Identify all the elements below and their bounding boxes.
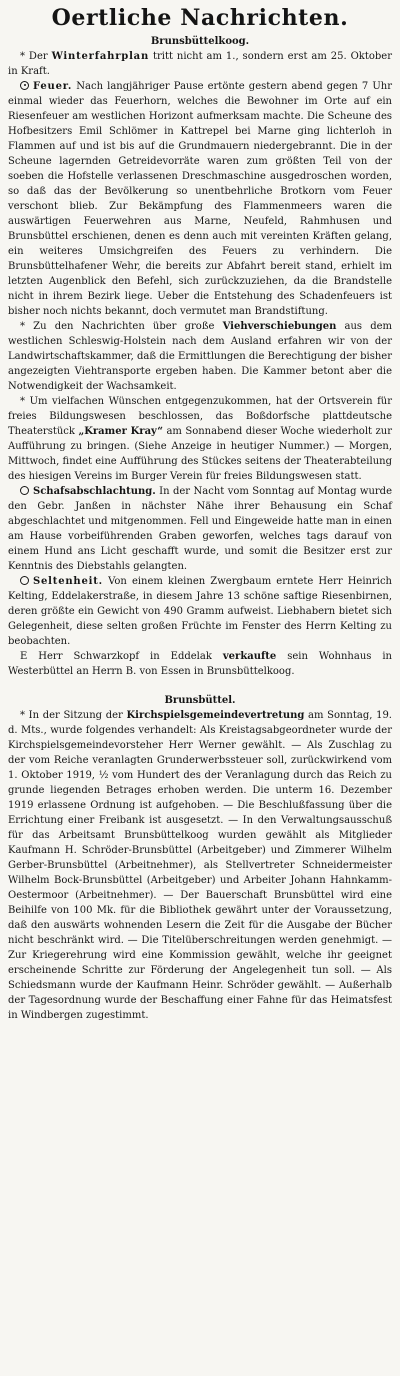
article-feuer <box>8 79 392 319</box>
article-text: Nach langjähriger Pause ertönte gestern abend gegen 7 Uhr einmal wieder das Feuerhorn, welches die Bewohner im Orte auf ein Riesenfeuer am westlichen Horizont aufmerksam machte. Die Scheune des Hofbesitzers Emil Schlömer in Kattrepel bei Marne ging lichterloh in Flammen auf und ist bis auf die Grundmauern niedergebrannt. Die in der Scheune lagernden Getreidevorräte waren zum größten Teil von der soeben die Hofstelle verlassenen Dreschmaschine ausgedroschen worden, so daß das der Bevölkerung so unentbehrliche Brotkorn vom Feuer verschont blieb. Zur Bekämpfung des Flammenmeers waren die auswärtigen Feuerwehren aus Marne, Neufeld, Rahmhusen und Brunsbüttel erschienen, denen es denn auch mit vereinten Kräften gelang, ein weiteres Umsichgreifen des Feuers zu verhindern. Die Brunsbüttelhafener Wehr, die bereits zur Abfahrt bereit stand, erhielt im letzten Augenblick den Befehl, sich zurückzuziehen, da die Brandstelle nicht in ihrem Bezirk liege. Ueber die Entstehung des Schadenfeuers ist bisher noch nichts bekannt, doch vermutet man Brandstiftung. <box>8 81 392 317</box>
article-text: * Zu den Nachrichten über große <box>20 321 223 332</box>
section-heading-brunsbuettel: Brunsbüttel. <box>164 695 236 706</box>
circle-icon <box>20 576 29 585</box>
article-text: tritt nicht am 1., sondern erst am 25. Oktober in Kraft. <box>8 51 392 77</box>
article-keyword: Feuer. <box>33 81 73 92</box>
article-theaterstueck <box>8 394 392 484</box>
circle-icon <box>20 486 29 495</box>
article-keyword: Viehverschiebungen <box>222 321 337 332</box>
article-kirchspielsgemeindevertretung <box>8 708 392 1023</box>
article-text: E Herr Schwarzkopf in Eddelak <box>20 651 223 662</box>
article-text: * Um vielfachen Wünschen entgegenzukommen, hat der Ortsverein für freies Bildungswesen beschlossen, das Boßdorfsche plattdeutsche Theaterstück <box>8 396 392 437</box>
dotted-circle-icon <box>20 81 29 90</box>
article-text: sein Wohnhaus in Westerbüttel an Herrn B. von Essen in Brunsbüttelkoog. <box>8 651 392 677</box>
article-viehverschiebungen <box>8 319 392 394</box>
newspaper-column <box>8 0 392 1368</box>
article-keyword: Schafsabschlachtung. <box>33 486 156 497</box>
article-text: * In der Sitzung der <box>20 710 127 721</box>
article-keyword: Winterfahrplan <box>51 51 150 62</box>
article-keyword: Seltenheit. <box>33 576 103 587</box>
article-schafsabschlachtung <box>8 484 392 574</box>
article-winterfahrplan <box>8 49 392 79</box>
article-text: am Sonnabend dieser Woche wiederholt zur Aufführung zu bringen. (Siehe Anzeige in heutiger Nummer.) — Morgen, Mittwoch, findet eine Aufführung des Stückes seitens der Theaterabteilung des hiesigen Vereins im Burger Verein für freies Bildungswesen statt. <box>8 426 392 482</box>
article-keyword: „Kramer Kray“ <box>78 426 163 437</box>
article-seltenheit <box>8 574 392 649</box>
article-text: In der Nacht vom Sonntag auf Montag wurde den Gebr. Janßen in nächster Nähe ihrer Behausung ein Schaf abgeschlachtet und mitgenommen. Fell und Eingeweide hatte man in einen am Hause vorbeiführenden Graben geworfen, welches tags darauf von einem Hund ans Licht geschafft wurde, und somit die Besitzer erst zur Kenntnis des Diebstahls gelangten. <box>8 486 392 572</box>
article-text: Von einem kleinen Zwergbaum erntete Herr Heinrich Kelting, Eddelakerstraße, in diesem Jahre 13 schöne saftige Riesenbirnen, deren größte ein Gewicht von 490 Gramm aufweist. Liebhabern bietet sich Gelegenheit, diese selten großen Früchte im Fenster des Herrn Kelting zu beobachten. <box>8 576 392 647</box>
article-keyword: Kirchspielsgemeindevertretung <box>126 710 305 721</box>
section-heading-brunsbuettelkoog: Brunsbüttelkoog. <box>150 36 250 47</box>
article-verkauf <box>8 649 392 679</box>
article-text: * Der <box>20 51 52 62</box>
page-title: Oertliche Nachrichten. <box>51 5 349 31</box>
article-keyword: verkaufte <box>222 651 277 662</box>
article-text: aus dem westlichen Schleswig-Holstein nach dem Ausland erfahren wir von der Landwirtschaftskammer, daß die Ermittlungen die Berechtigung der bisher angezeigten Viehtransporte ergeben haben. Die Kammer betont aber die Notwendigkeit der Wachsamkeit. <box>8 321 392 392</box>
article-text: am Sonntag, 19. d. Mts., wurde folgendes verhandelt: Als Kreistagsabgeordneter wurde der Kirchspielsgemeindevorsteher Herr Werner gewählt. — Als Zuschlag zu der vom Reiche veranlagten Grunderwerbssteuer soll, zurückwirkend vom 1. Oktober 1919, ½ vom Hundert des der Veranlagung durch das Reich zu grunde liegenden Betrages erhoben werden. Die unterm 16. Dezember 1919 erlassene Ordnung ist aufgehoben. — Die Beschlußfassung über die Errichtung einer Freibank ist ausgesetzt. — In den Verwaltungsausschuß für das Arbeitsamt Brunsbüttelkoog wurden gewählt als Mitglieder Kaufmann H. Schröder-Brunsbüttel (Arbeitgeber) und Zimmerer Wilhelm Gerber-Brunsbüttel (Arbeitnehmer), als Stellvertreter Schneidermeister Wilhelm Bock-Brunsbüttel (Arbeitgeber) und Arbeiter Johann Hahnkamm-Oestermoor (Arbeitnehmer). — Der Bauerschaft Brunsbüttel wird eine Beihilfe von 100 Mk. für die Bibliothek gewährt unter der Voraussetzung, daß den auswärts wohnenden Lesern die Zeit für die Ausgabe der Bücher nicht beschränkt wird. — Die Titelüberschreitungen werden genehmigt. — Zur Kriegerehrung wird eine Kommission gewählt, welche ihr geeignet erscheinende Schritte zur Förderung der Angelegenheit tun soll. — Als Schiedsmann wurde der Kaufmann Heinr. Schröder gewählt. — Außerhalb der Tagesordnung wurde der Beschaffung einer Fahne für das Heimatsfest in Windbergen zugestimmt. <box>8 710 392 1021</box>
